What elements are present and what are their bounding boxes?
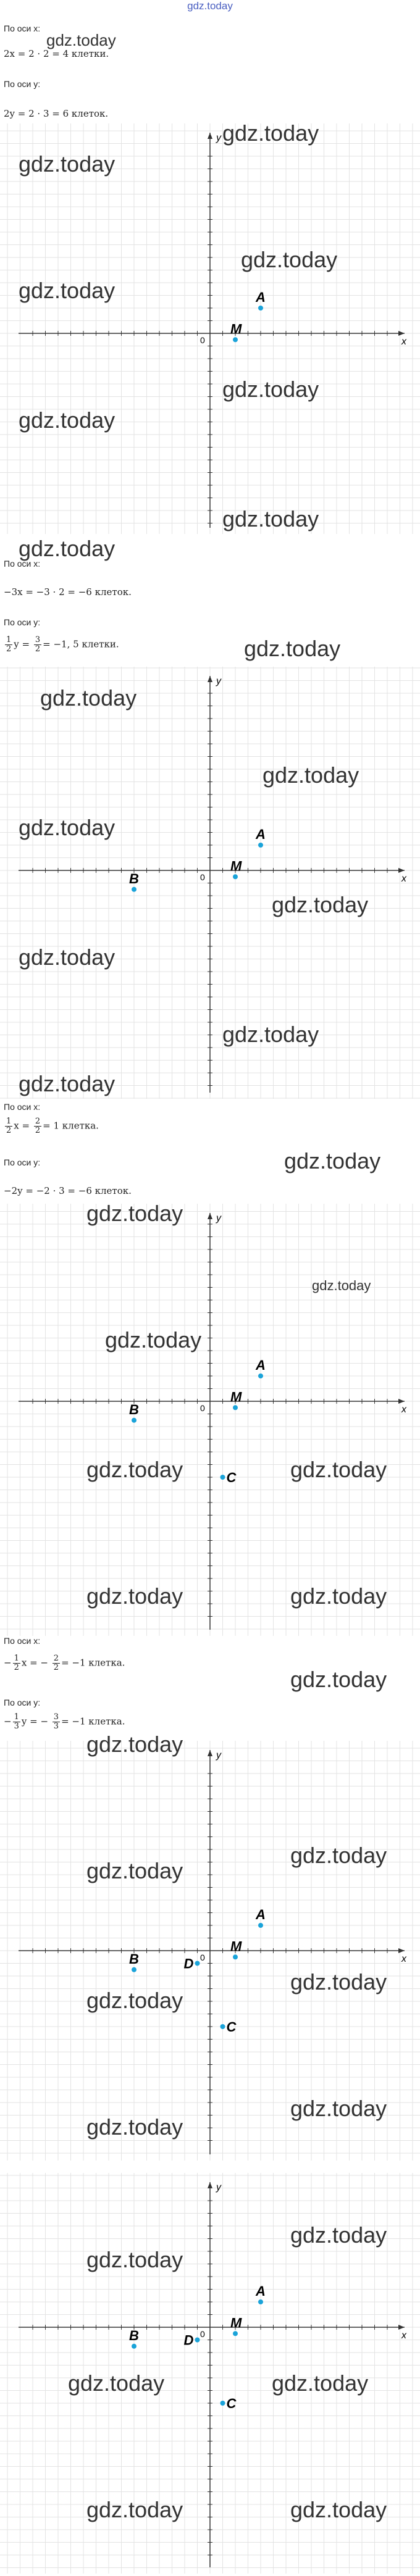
watermark: gdz.today <box>105 1327 202 1353</box>
x-axis-label: x <box>401 873 406 884</box>
x-axis-arrow-icon <box>398 868 405 873</box>
coordinate-panel-2 <box>0 667 420 1099</box>
watermark: gdz.today <box>222 377 319 402</box>
point-c-label: C <box>226 2396 237 2411</box>
s3-frac-den: 2 <box>6 1126 12 1135</box>
y-axis-arrow-icon <box>208 2182 212 2188</box>
watermark: gdz.today <box>19 1071 116 1096</box>
s3-eq-x <box>4 1117 99 1135</box>
watermark: gdz.today <box>241 247 338 272</box>
s4-eqy-neg: − <box>4 1715 12 1727</box>
s1-eq-x: 2x = 2 · 2 = 4 клетки. <box>4 48 109 59</box>
point-a-label: A <box>256 2283 266 2299</box>
s4-eq-y <box>4 1713 125 1731</box>
point-d <box>195 1961 200 1966</box>
coordinate-panel-1 <box>0 123 420 534</box>
point-b <box>132 887 136 892</box>
watermark: gdz.today <box>40 685 137 711</box>
watermark: gdz.today <box>290 1843 387 1868</box>
watermark: gdz.today <box>19 407 116 433</box>
point-a <box>258 1373 263 1378</box>
point-a-label: A <box>256 1907 266 1922</box>
watermark: gdz.today <box>290 1667 387 1692</box>
s4-eq-post: = −1 клетка. <box>61 1657 125 1669</box>
s3-by-x: По оси x: <box>4 1102 41 1112</box>
point-m-label: M <box>230 2315 242 2331</box>
s4-eq-neg: − <box>4 1657 12 1669</box>
point-b-label: B <box>129 1401 139 1417</box>
s2-by-x: По оси x: <box>4 559 41 569</box>
origin-label: 0 <box>200 872 205 882</box>
s4-yfrac-num: 1 <box>14 1712 19 1722</box>
watermark: gdz.today <box>290 1583 387 1609</box>
point-m-label: M <box>230 321 242 337</box>
s4-by-x: По оси x: <box>4 1636 41 1646</box>
s4-by-y: По оси y: <box>4 1698 41 1707</box>
s2-eq-post: = −1, 5 клетки. <box>43 638 119 650</box>
watermark: gdz.today <box>86 1988 183 2013</box>
s1-by-y: По оси y: <box>4 79 41 89</box>
s4-yfrac2-den: 3 <box>53 1722 59 1731</box>
coordinate-panel-3 <box>0 1204 420 1636</box>
watermark: gdz.today <box>86 1457 183 1482</box>
point-a-label: A <box>256 827 266 842</box>
point-a <box>258 2299 263 2304</box>
watermark: gdz.today <box>86 1583 183 1609</box>
watermark: gdz.today <box>46 31 116 49</box>
x-axis-label: x <box>401 1404 406 1415</box>
s3-frac2-den: 2 <box>35 1126 41 1135</box>
site-header[interactable]: gdz.today <box>187 0 233 12</box>
watermark: gdz.today <box>19 815 116 840</box>
s4-frac-den: 2 <box>14 1663 19 1672</box>
watermark: gdz.today <box>68 2370 165 2396</box>
x-axis-arrow-icon <box>398 331 405 336</box>
origin-label: 0 <box>200 1403 205 1413</box>
s4-eq-x <box>4 1654 125 1672</box>
point-d-label: D <box>183 2332 194 2348</box>
point-m-label: M <box>230 858 242 874</box>
y-axis-label: y <box>216 676 221 686</box>
y-axis-label: y <box>216 1213 221 1223</box>
s2-frac2-den: 2 <box>35 644 41 654</box>
point-c <box>220 2401 225 2406</box>
watermark: gdz.today <box>86 2114 183 2140</box>
s3-frac2-num: 2 <box>35 1117 41 1126</box>
watermark: gdz.today <box>272 2370 369 2396</box>
point-b <box>132 1418 136 1423</box>
s2-frac-den: 2 <box>6 644 12 654</box>
coordinate-grid-1 <box>0 123 420 534</box>
y-axis-label: y <box>216 2182 221 2193</box>
s2-eq-x: −3x = −3 · 2 = −6 клеток. <box>4 586 132 598</box>
point-a-label: A <box>256 1357 266 1373</box>
y-axis-label: y <box>216 1750 221 1761</box>
point-m <box>233 1954 238 1959</box>
point-a <box>258 843 263 848</box>
point-a <box>258 1923 263 1928</box>
watermark: gdz.today <box>222 506 319 531</box>
watermark: gdz.today <box>19 536 116 561</box>
origin-label: 0 <box>200 335 205 345</box>
s3-eq-y: −2y = −2 · 3 = −6 клеток. <box>4 1185 132 1196</box>
watermark: gdz.today <box>290 2497 387 2522</box>
watermark: gdz.today <box>19 151 116 177</box>
s4-yfrac2-num: 3 <box>53 1712 59 1722</box>
point-c <box>220 2024 225 2029</box>
watermark: gdz.today <box>86 1858 183 1883</box>
watermark: gdz.today <box>244 636 341 661</box>
watermark: gdz.today <box>86 2497 183 2522</box>
y-axis-arrow-icon <box>208 676 212 682</box>
point-m <box>233 337 238 342</box>
point-a-label: A <box>256 290 266 305</box>
watermark: gdz.today <box>222 1022 319 1047</box>
x-axis-arrow-icon <box>398 1948 405 1953</box>
watermark: gdz.today <box>19 944 116 970</box>
point-b-label: B <box>129 2327 139 2343</box>
origin-label: 0 <box>200 1953 205 1962</box>
s4-frac2-num: 2 <box>53 1654 59 1663</box>
origin-label: 0 <box>200 2329 205 2339</box>
watermark: gdz.today <box>290 1457 387 1482</box>
y-axis-label: y <box>216 133 221 143</box>
s3-eq-post: = 1 клетка. <box>43 1120 99 1132</box>
s4-eqy-post: = −1 клетка. <box>61 1715 125 1727</box>
point-b <box>132 2344 136 2349</box>
point-m <box>233 2331 238 2336</box>
point-m-label: M <box>230 1938 242 1954</box>
point-m-label: M <box>230 1389 242 1405</box>
s3-frac-num: 1 <box>6 1117 12 1126</box>
s2-eq-y <box>4 636 119 654</box>
watermark: gdz.today <box>284 1148 381 1173</box>
point-m <box>233 874 238 879</box>
point-c-label: C <box>226 1470 237 1485</box>
s2-frac2-num: 3 <box>35 635 41 644</box>
s3-by-y: По оси y: <box>4 1157 41 1167</box>
watermark: gdz.today <box>262 762 359 788</box>
y-axis-arrow-icon <box>208 133 212 139</box>
watermark: gdz.today <box>290 2222 387 2248</box>
s1-eq-y: 2y = 2 · 3 = 6 клеток. <box>4 108 109 119</box>
y-axis-arrow-icon <box>208 1750 212 1756</box>
coordinate-grid-2 <box>0 667 420 1099</box>
point-b-label: B <box>129 1951 139 1967</box>
s4-eqy-mid: y = − <box>21 1715 49 1727</box>
coordinate-grid-3 <box>0 1204 420 1636</box>
s2-by-y: По оси y: <box>4 617 41 627</box>
point-b <box>132 1967 136 1972</box>
watermark: gdz.today <box>86 1732 183 1757</box>
x-axis-label: x <box>401 336 406 347</box>
x-axis-arrow-icon <box>398 1399 405 1404</box>
s4-frac-num: 1 <box>14 1654 19 1663</box>
point-b-label: B <box>129 870 139 886</box>
point-c <box>220 1475 225 1480</box>
s4-frac2-den: 2 <box>53 1663 59 1672</box>
s2-frac-num: 1 <box>6 635 12 644</box>
s2-eq-mid: y = <box>14 638 30 650</box>
s4-yfrac-den: 3 <box>14 1722 19 1731</box>
point-a <box>258 306 263 311</box>
x-axis-label: x <box>401 1954 406 1964</box>
watermark: gdz.today <box>222 120 319 146</box>
s3-eq-mid: x = <box>14 1120 30 1132</box>
y-axis-arrow-icon <box>208 1213 212 1219</box>
watermark: gdz.today <box>290 2096 387 2121</box>
point-d <box>195 2338 200 2343</box>
s4-eq-mid: x = − <box>21 1657 48 1669</box>
x-axis-label: x <box>401 2330 406 2341</box>
point-m <box>233 1405 238 1410</box>
watermark: gdz.today <box>86 2247 183 2272</box>
watermark: gdz.today <box>290 1969 387 1995</box>
watermark: gdz.today <box>312 1278 371 1293</box>
point-d-label: D <box>183 1956 194 1972</box>
s1-by-x: По оси x: <box>4 23 41 33</box>
x-axis-arrow-icon <box>398 2325 405 2330</box>
watermark: gdz.today <box>272 892 369 917</box>
point-c-label: C <box>226 2019 237 2035</box>
watermark: gdz.today <box>19 278 116 303</box>
watermark: gdz.today <box>86 1201 183 1226</box>
